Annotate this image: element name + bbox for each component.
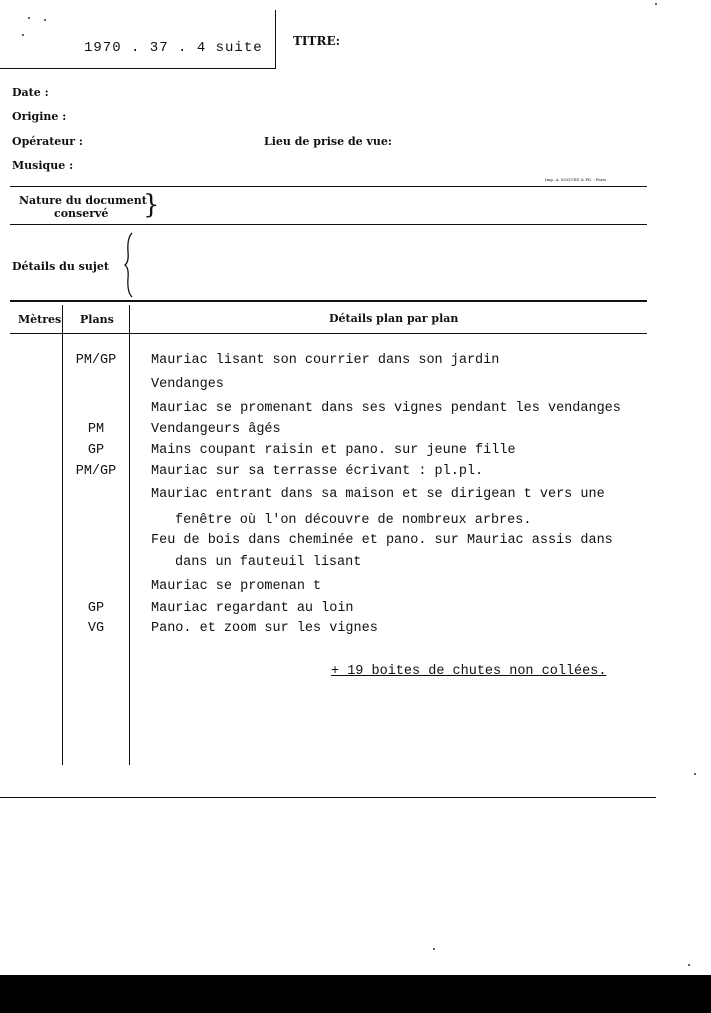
scan-speck — [433, 948, 435, 950]
row-detail: Mauriac se promenant dans ses vignes pendant les vendanges — [151, 401, 621, 416]
col-header-metres: Mètres — [18, 313, 62, 326]
row-plan: PM/GP — [75, 353, 117, 368]
col-header-plans: Plans — [80, 313, 114, 326]
table-header-line — [10, 333, 647, 334]
details-sujet-brace — [124, 232, 136, 298]
page-bottom-rule — [0, 797, 656, 798]
document-reference: 1970 . 37 . 4 suite — [84, 40, 263, 56]
row-detail: Mauriac lisant son courrier dans son jardin — [151, 353, 500, 368]
row-detail: Pano. et zoom sur les vignes — [151, 621, 378, 636]
row-detail: Mauriac regardant au loin — [151, 601, 354, 616]
nature-label-line1: Nature du document — [19, 194, 147, 207]
musique-label: Musique : — [12, 159, 74, 172]
row-detail: Feu de bois dans cheminée et pano. sur Mauriac assis dans — [151, 533, 613, 548]
table-top-line — [10, 300, 647, 302]
scan-speck — [44, 19, 46, 21]
row-detail: Vendanges — [151, 377, 224, 392]
nature-divider — [10, 224, 647, 225]
scan-speck — [688, 964, 690, 966]
header-box-bottom-edge — [0, 68, 276, 69]
row-detail: Mauriac entrant dans sa maison et se dirigean t vers une — [151, 487, 605, 502]
lieu-label: Lieu de prise de vue: — [264, 135, 392, 148]
nature-label-line2: conservé — [54, 207, 109, 220]
table-col-divider-1 — [62, 305, 63, 765]
scan-bottom-band — [0, 975, 711, 1013]
row-detail: Mauriac sur sa terrasse écrivant : pl.pl. — [151, 464, 484, 479]
date-label: Date : — [12, 86, 49, 99]
row-detail: fenêtre où l'on découvre de nombreux arbres. — [175, 513, 532, 528]
row-detail: Mauriac se promenan t — [151, 579, 322, 594]
operateur-label: Opérateur : — [12, 135, 83, 148]
row-detail: dans un fauteuil lisant — [175, 555, 362, 570]
fields-divider — [10, 186, 647, 187]
scan-speck — [694, 773, 696, 775]
chutes-note: + 19 boites de chutes non collées. — [331, 664, 607, 679]
table-col-divider-2 — [129, 305, 130, 765]
scan-speck — [655, 3, 657, 5]
col-header-details: Détails plan par plan — [329, 312, 459, 325]
origine-label: Origine : — [12, 110, 67, 123]
row-plan: GP — [87, 601, 105, 616]
row-plan: PM — [87, 422, 105, 437]
details-sujet-label: Détails du sujet — [12, 260, 109, 273]
printer-mark: Imp. A. SOQUES & Fil. - Paris — [545, 177, 606, 182]
row-detail: Mains coupant raisin et pano. sur jeune fille — [151, 443, 516, 458]
nature-brace: } — [143, 190, 160, 220]
title-label: TITRE: — [293, 34, 341, 48]
row-plan: GP — [87, 443, 105, 458]
row-plan: PM/GP — [75, 464, 117, 479]
header-box-right-edge — [275, 10, 276, 69]
row-detail: Vendangeurs âgés — [151, 422, 281, 437]
scan-speck — [22, 34, 24, 36]
row-plan: VG — [87, 621, 105, 636]
scan-speck — [28, 17, 30, 19]
